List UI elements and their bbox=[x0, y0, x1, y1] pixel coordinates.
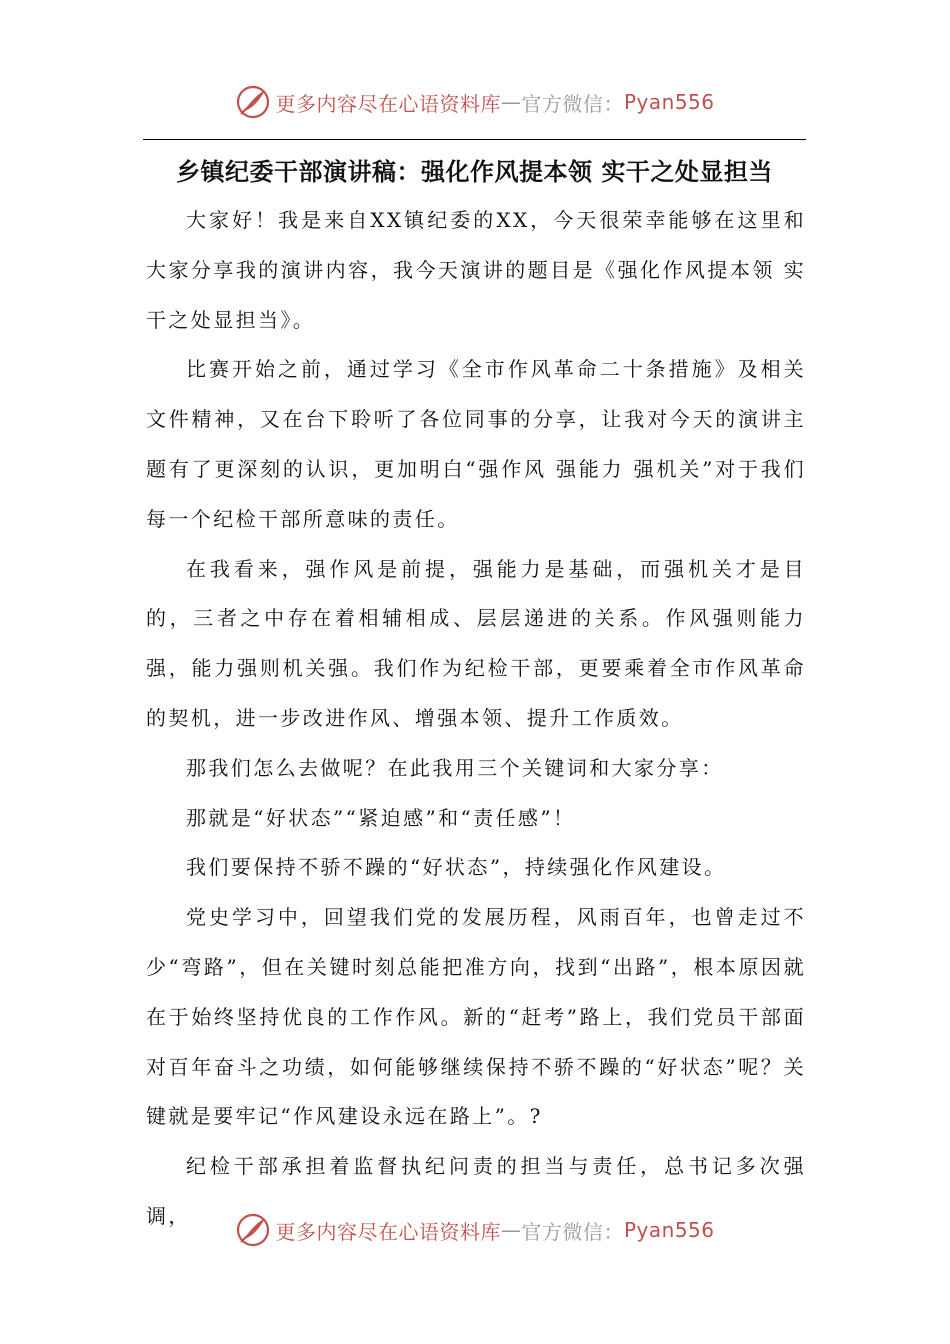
paragraph: 纪检干部承担着监督执纪问责的担当与责任，总书记多次强调， bbox=[146, 1154, 806, 1228]
footer-banner bbox=[0, 1210, 950, 1250]
header-rule bbox=[143, 139, 806, 140]
paragraph: 那就是“好状态”“紧迫感”和“责任感”！ bbox=[186, 805, 576, 830]
banner-slogan: 更多内容尽在心语资料库 bbox=[275, 1219, 501, 1244]
paragraph: 我们要保持不骄不躁的“好状态”，持续强化作风建设。 bbox=[186, 855, 727, 880]
banner-wechat-id: Pyan556 bbox=[623, 90, 715, 114]
paragraph: 在我看来，强作风是前提，强能力是基础，而强机关才是目的，三者之中存在着相辅相成、层层递进的关系。作风强则能力强，能力强则机关强。我们作为纪检干部，更要乘着全市作风革命的契机，进一步改进作风、增强本领、提升工作质效。 bbox=[146, 556, 806, 730]
banner-dash: — bbox=[500, 1218, 522, 1242]
header-banner bbox=[0, 82, 950, 122]
banner-wechat-id: Pyan556 bbox=[623, 1218, 715, 1242]
paragraph: 比赛开始之前，通过学习《全市作风革命二十条措施》及相关文件精神，又在台下聆听了各位同事的分享，让我对今天的演讲主题有了更深刻的认识，更加明白“强作风 强能力 强机关”对于我们每一个纪检干部所意味的责任。 bbox=[146, 357, 806, 531]
quill-logo-icon bbox=[235, 1212, 271, 1248]
banner-wechat-label: 官方微信： bbox=[521, 91, 624, 116]
paragraph: 党史学习中，回望我们党的发展历程，风雨百年，也曾走过不少“弯路”，但在关键时刻总能把准方向，找到“出路”，根本原因就在于始终坚持优良的工作作风。新的“赶考”路上，我们党员干部面对百年奋斗之功绩，如何能够继续保持不骄不躁的“好状态”呢？关键就是要牢记“作风建设永远在路上”。? bbox=[146, 905, 806, 1129]
banner-slogan: 更多内容尽在心语资料库 bbox=[275, 91, 501, 116]
paragraph: 大家好！我是来自XX镇纪委的XX，今天很荣幸能够在这里和大家分享我的演讲内容，我今天演讲的题目是《强化作风提本领 实干之处显担当》。 bbox=[146, 208, 806, 332]
quill-logo-icon bbox=[235, 84, 271, 120]
document-body bbox=[146, 196, 806, 1242]
document-title: 乡镇纪委干部演讲稿：强化作风提本领 实干之处显担当 bbox=[176, 157, 773, 186]
paragraph: 那我们怎么去做呢？在此我用三个关键词和大家分享： bbox=[186, 755, 724, 780]
banner-dash: — bbox=[500, 90, 522, 114]
banner-wechat-label: 官方微信： bbox=[521, 1219, 624, 1244]
